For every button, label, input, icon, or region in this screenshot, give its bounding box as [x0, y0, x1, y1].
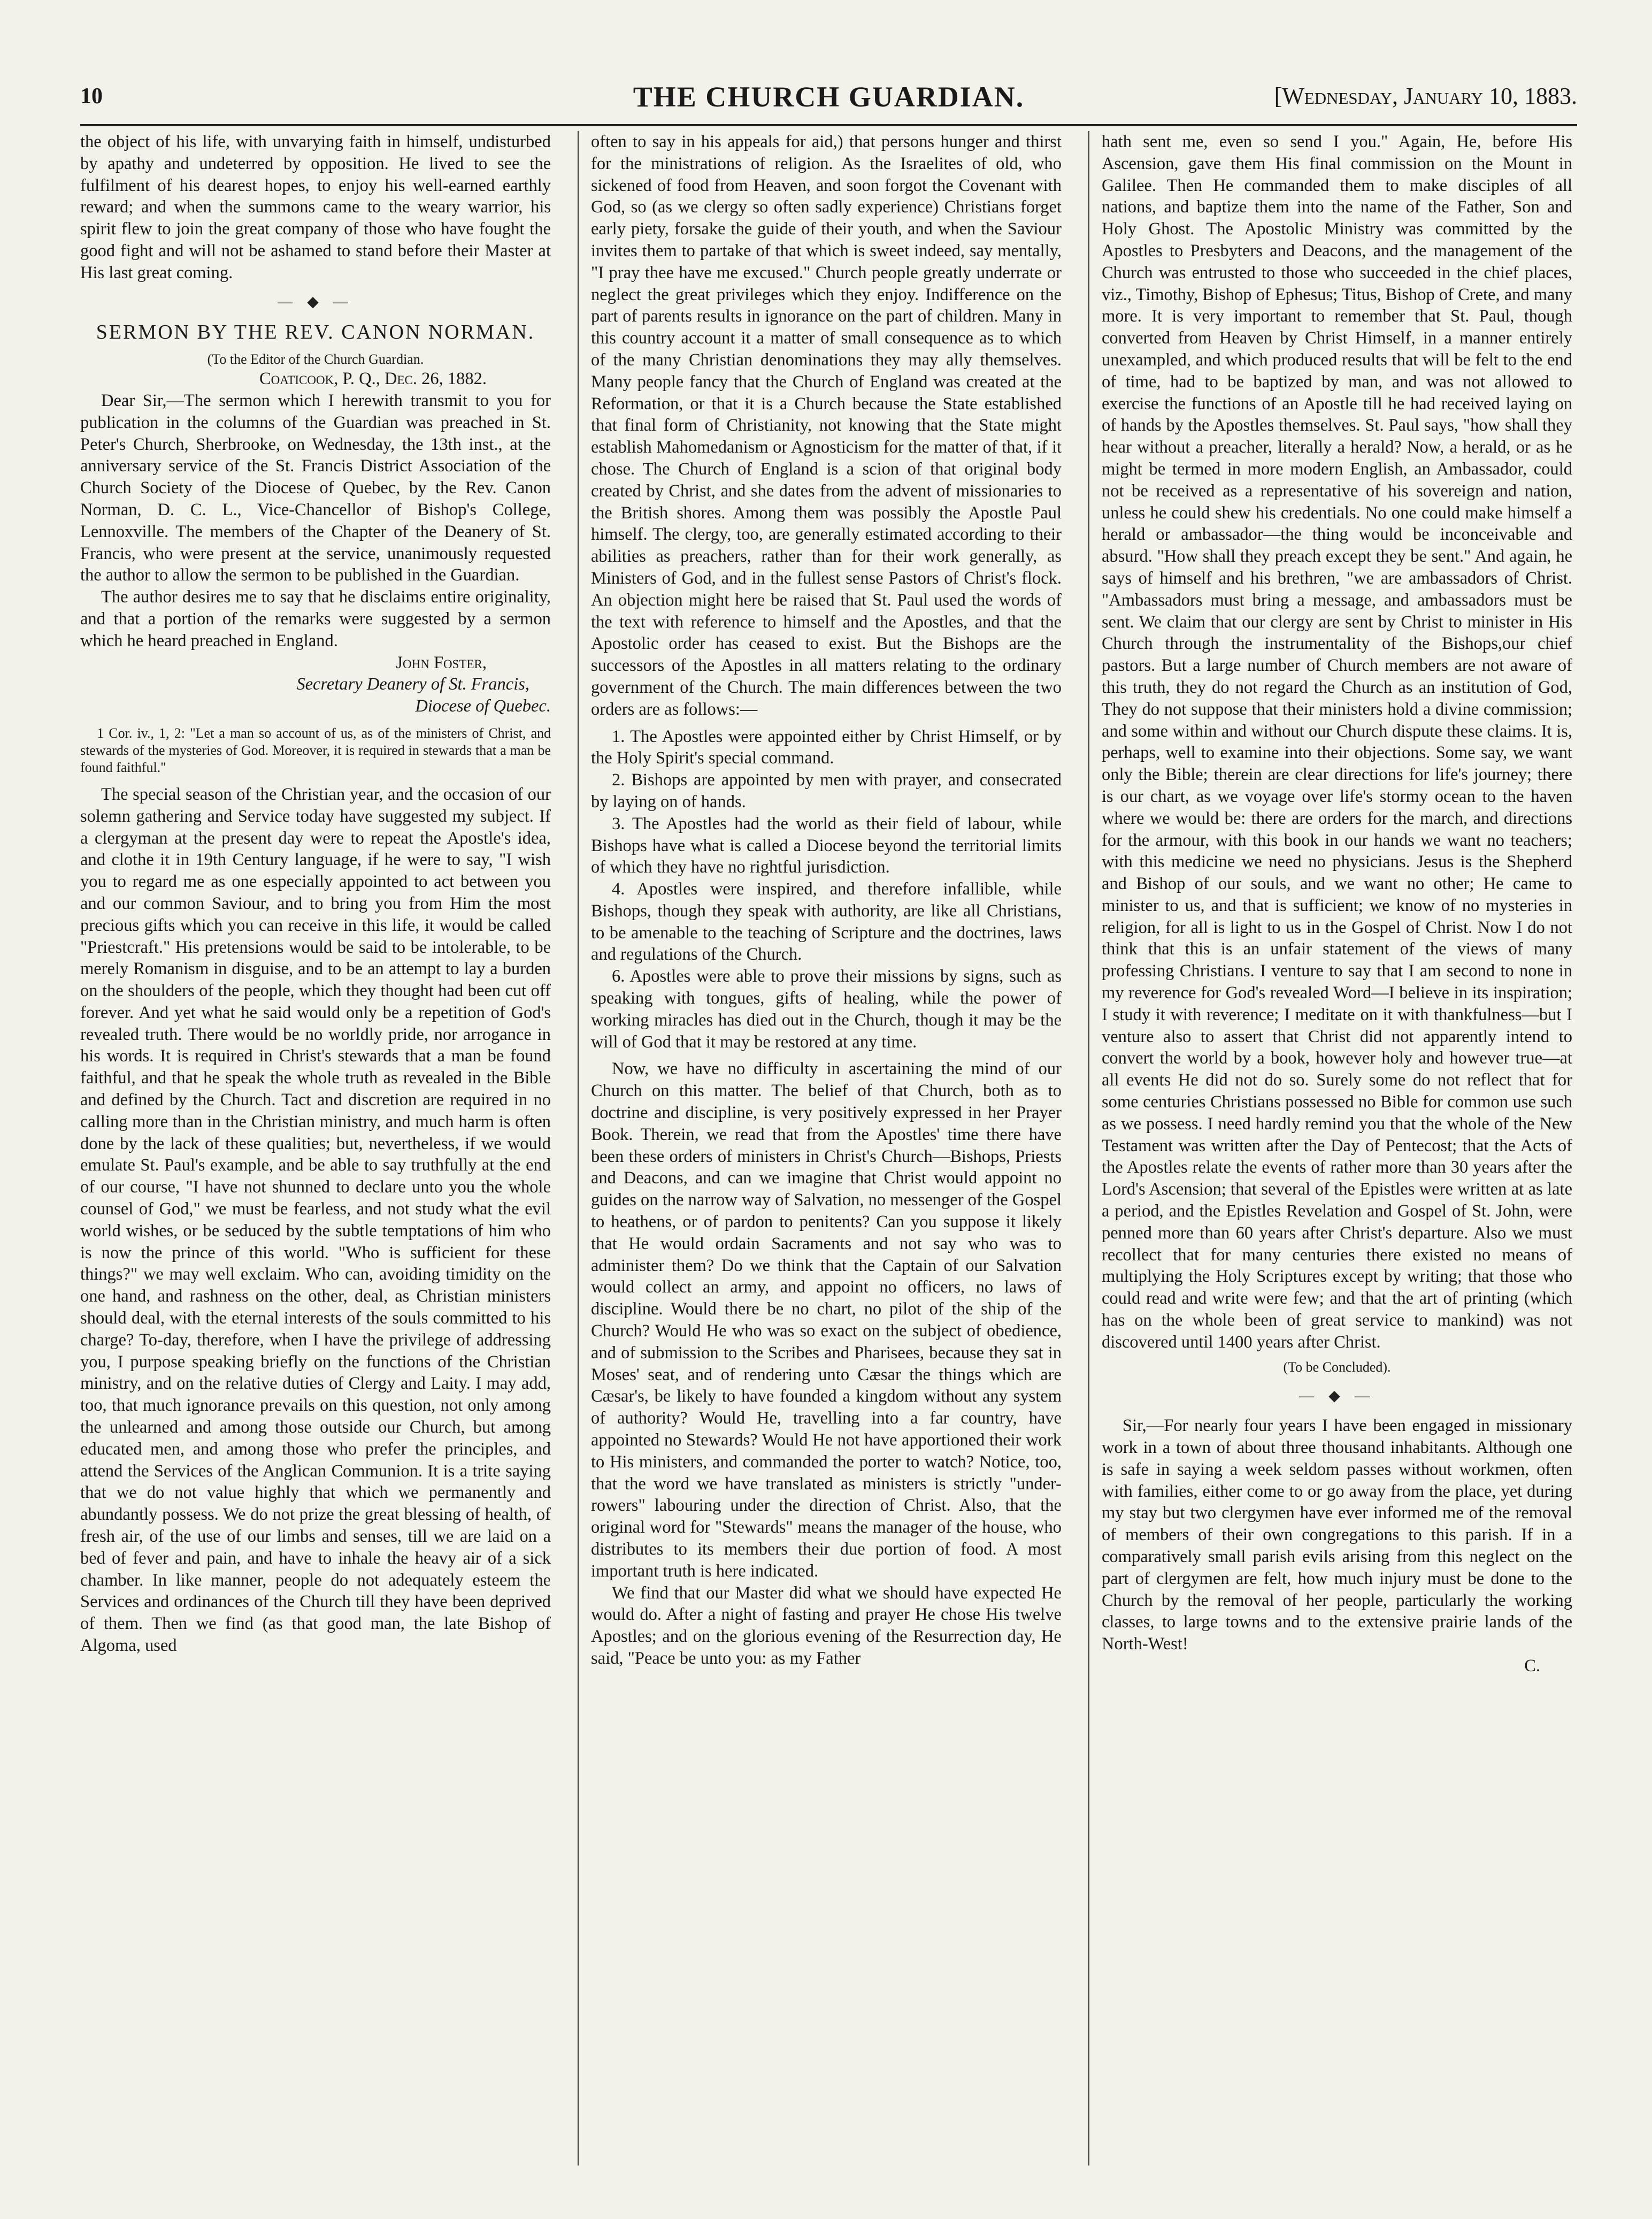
column-divider: [1088, 131, 1089, 2166]
list-item: 1. The Apostles were appointed either by Christ Himself, or by the Holy Spirit's special command.: [591, 726, 1062, 768]
column-divider: [578, 131, 579, 2166]
section-divider: — ◆ —: [1299, 1388, 1375, 1405]
sermon-paragraph: We find that our Master did what we should have expected He would do. After a night of fasting and prayer He chose His twelve Apostles; and on the glorious evening of the Resurrection day, He said, "Peace be unto you: as my Father: [591, 1583, 1062, 1668]
scripture-text: 1 Cor. iv., 1, 2: "Let a man so account of us, as of the ministers of Christ, and stewards of the mysteries of God. Moreover, it is required in stewards that a man be found faithful.": [80, 725, 551, 775]
sermon-heading: SERMON BY THE REV. CANON NORMAN.: [96, 321, 535, 344]
list-item: 2. Bishops are appointed by men with prayer, and consecrated by laying on of hands.: [591, 770, 1062, 812]
differences-list: [591, 726, 1062, 1053]
letter-to-editor-line: (To the Editor of the Church Guardian.: [207, 351, 424, 368]
sermon-paragraph: often to say in his appeals for aid,) that persons hunger and thirst for the ministrations of religion. As the Israelites of old, who sickened of food from Heaven, and soon forgot the Covenant with God, so (as we clergy so often sadly experience) Christians forget early piety, forsake the guide of their youth, and when the Saviour invites them to partake of that which is sweet indeed, say mentally, "I pray thee have me excused." Church people greatly underrate or neglect the great privileges which they enjoy. Indifference on the part of parents results in ignorance on the part of children. Many in this country account it a matter of small consequence as to which of the many Christian denominations they may ally themselves. Many people fancy that the Church of England was created at the Reformation, or that it is a Church because the State established that final form of Christianity, not knowing that the State might establish Mahomedanism or Agnosticism for the matter of that, if it chose. The Church of England is a scion of that original body created by Christ, and she dates from the advent of missionaries to the British shores. Among them was possibly the Apostle Paul himself. The clergy, too, are generally estimated according to their abilities as preachers, rather than for their work generally, as Ministers of God, and in the fullest sense Pastors of Christ's flock. An objection might here be raised that St. Paul used the words of the text with reference to himself and the Apostles, and that the Apostolic order has ceased to exist. But the Bishops are the successors of the Apostles in all matters relating to the ordinary government of the Church. The main differences between the two orders are as follows:—: [591, 132, 1062, 719]
list-item: 4. Apostles were inspired, and therefore infallible, while Bishops, though they speak with authority, are like all Christians, to be amenable to the teaching of Scripture and the doctrines, laws and regulations of the Church.: [591, 879, 1062, 965]
sermon-paragraph: The special season of the Christian year, and the occasion of our solemn gathering and Service today have suggested my subject. If a clergyman at the present day were to repeat the Apostle's idea, and clothe it in 19th Century language, if he were to say, "I wish you to regard me as one especially appointed to act between you and our common Saviour, and to bring you from Him the most precious gifts which you can receive in this life, it would be called "Priestcraft." His pretensions would be said to be intolerable, to be merely Romanism in disguise, and to be an attempt to lay a burden on the shoulders of the people, which they thought had been cut off forever. And yet what he said would only be a repetition of God's revealed truth. There would be no worldly pride, nor arrogance in his words. It is required in Christ's stewards that a man be found faithful, and that he speak the whole truth as revealed in the Bible and defined by the Church. Tact and discretion are required in no calling more than in the Christian ministry, and much harm is often done by the lack of these qualities; but, nevertheless, if we would emulate St. Paul's example, and be able to say truthfully at the end of our course, "I have not shunned to declare unto you the whole counsel of God," we must be fearless, and not study what the evil world wishes, or be seduced by the subtle temptations of him who is now the prince of this world. "Who is sufficient for these things?" we may well exclaim. Who can, avoiding timidity on the one hand, and rashness on the other, deal, as Christian ministers should deal, with the eternal interests of the souls committed to his charge? To-day, therefore, when I have the privilege of addressing you, I purpose speaking briefly on the functions of the Christian ministry, and on the relative duties of Clergy and Laity. I may add, too, that much ignorance prevails on this question, not only among the unlearned and among those outside our Church, but among educated men, and among those who prefer the principles, and attend the Services of the Anglican Communion. It is a trite saying that we do not value highly that which we permanently and abundantly possess. We do not prize the great blessing of health, of fresh air, of the use of our limbs and senses, till we are laid on a bed of fever and pain, and have to inhale the heavy air of a sick chamber. In like manner, people do not adequately esteem the Services and ordinances of the Church till they have been deprived of them. Then we find (as that good man, the late Bishop of Algoma, used: [80, 784, 551, 1655]
signature-title: Secretary Deanery of St. Francis,: [296, 675, 529, 694]
signature-diocese: Diocese of Quebec.: [415, 697, 551, 716]
letter-paragraph: Sir,—For nearly four years I have been engaged in missionary work in a town of about three thousand inhabitants. Although one is safe in saying a week seldom passes without workmen, often with families, either come to or go away from the place, yet during my stay but two clergymen have ever informed me of the removal of members of their own congregations to this parish. If in a comparatively small parish evils arising from this neglect on the part of clergymen are felt, how much injury must be done to the Church by the removal of her people, particularly the working classes, to large towns and to the extensive prairie lands of the North-West!: [1102, 1416, 1572, 1654]
issue-date: [Wednesday, January 10, 1883.: [1274, 83, 1577, 109]
column-2: [591, 131, 1062, 2171]
masthead-rule: [80, 124, 1577, 126]
masthead: [80, 80, 1577, 123]
sermon-paragraph: Now, we have no difficulty in ascertaining the mind of our Church on this matter. The belief of that Church, both as to doctrine and discipline, is very positively expressed in her Prayer Book. Therein, we read that from the Apostles' time there have been these orders of ministers in Christ's Church—Bishops, Priests and Deacons, and can we imagine that Christ would appoint no guides on the narrow way of Salvation, no messenger of the Gospel to heathens, or of pardon to penitents? Can you suppose it likely that He would ordain Sacraments and not say who was to administer them? Do we think that the Captain of our Salvation would collect an army, and appoint no officers, no laws of discipline. Would there be no chart, no pilot of the ship of the Church? Would He who was so exact on the subject of obedience, and of submission to the Scribes and Pharisees, because they sat in Moses' seat, and of rendering unto Cæsar the things which are Cæsar's, be likely to have founded a kingdom without any system of authority? Would He, travelling into a far country, have appointed no Stewards? Would He not have apportioned their work to His ministers, and commanded the porter to watch? Notice, too, that the word we have translated as ministers is strictly "under-rowers" labouring under the direction of Christ. Also, that the original word for "Stewards" means the manager of the house, who distributes to its members their due portion of food. A most important truth is here indicated.: [591, 1059, 1062, 1581]
page-number: 10: [80, 84, 103, 109]
section-divider: — ◆ —: [278, 293, 354, 310]
signature-name: John Foster,: [396, 653, 487, 672]
letter-signoff: C.: [1524, 1656, 1540, 1675]
column-1: [80, 131, 551, 2171]
obituary-ending: the object of his life, with unvarying faith in himself, undisturbed by apathy and undeterred by opposition. He lived to see the fulfilment of his dearest hopes, to enjoy his well-earned earthly reward; and when the summons came to the weary warrior, his spirit flew to join the great company of those who have fought the good fight and will not be ashamed to stand before their Master at His last great coming.: [80, 132, 551, 282]
to-be-concluded: (To be Concluded).: [1283, 1359, 1391, 1375]
sermon-paragraph: hath sent me, even so send I you." Again, He, before His Ascension, gave them His final commission on the Mount in Galilee. Then He commanded them to make disciples of all nations, and baptize them into the name of the Father, Son and Holy Ghost. The Apostolic Ministry was committed by the Apostles to Presbyters and Deacons, and the management of the Church was entrusted to those who succeeded in the chief places, viz., Timothy, Bishop of Ephesus; Titus, Bishop of Crete, and many more. It is very important to remember that St. Paul, though converted from Heaven by Christ Himself, in a manner entirely unexampled, and which produced results that will be felt to the end of time, had to be baptized by man, and was not allowed to exercise the functions of an Apostle till he had received laying on of hands by the Apostles themselves. St. Paul says, "how shall they hear without a preacher, literally a herald? Now, a herald, or as he might be termed in more modern English, an Ambassador, could not be received as a representative of his sovereign and nation, unless he could shew his credentials. No one could make himself a herald or ambassador—the thing would be inconceivable and absurd. "How shall they preach except they be sent." And again, he says of himself and his brethren, "we are ambassadors of Christ. "Ambassadors must bring a message, and ambassadors must be sent. We claim that our clergy are sent by Christ to minister in His Church through the instrumentality of the Bishops,our chief pastors. But a large number of Church members are not aware of this truth, they do not regard the Church as an institution of God, They do not suppose that their ministers hold a divine commission; and some within and without our Church dispute these claims. It is, perhaps, well to examine into their objections. Some say, we want only the Bible; therein are clear directions for life's journey; there is our chart, as we voyage over life's stormy ocean to the haven where we would be: there are orders for the march, and directions for the armour, with this book in our hands we want no teachers; with this medicine we need no physicians. Jesus is the Shepherd and Bishop of our souls, and we want no other; He came to minister to us, and that is sufficient; we know of no mysteries in religion, for all is light to us in the Gospel of Christ. Now I do not think that this is an unfair statement of the views of many professing Christians. I venture to say that I am second to none in my reverence for God's revealed Word—I believe in its inspiration; I study it with reverence; I meditate on it with thankfulness—but I venture also to assert that Christ did not apparently intend to convert the world by a book, however holy and however true—at all events He did not do so. Surely some do not reflect that for some centuries Christians possessed no Bible for common use such as we possess. I need hardly remind you that the whole of the New Testament was written after the Day of Pentecost; that the Acts of the Apostles relate the events of rather more than 30 years after the Lord's Ascension; that several of the Epistles were written at as late a period, and the Epistles Revelation and Gospel of St. John, were penned more than 60 years after Christ's departure. Also we must recollect that for many centuries there existed no means of multiplying the Holy Scriptures except by writing; that those who could read and write were few; and that the art of printing (which has on the whole been of great service to mankind) was not discovered until 1400 years after Christ.: [1102, 132, 1572, 1352]
list-item: 3. The Apostles had the world as their field of labour, while Bishops have what is called a Diocese beyond the territorial limits of which they have no rightful jurisdiction.: [591, 814, 1062, 877]
letter-body-2: The author desires me to say that he disclaims entire originality, and that a portion of the remarks were suggested by a sermon which he heard preached in England.: [80, 587, 551, 651]
letter-body: Dear Sir,—The sermon which I herewith transmit to you for publication in the columns of the Guardian was preached in St. Peter's Church, Sherbrooke, on Wednesday, the 13th inst., at the anniversary service of the St. Francis District Association of the Church Society of the Diocese of Quebec, by the Rev. Canon Norman, D. C. L., Vice-Chancellor of Bishop's College, Lennoxville. The members of the Chapter of the Deanery of St. Francis, who were present at the service, unanimously requested the author to allow the sermon to be published in the Guardian.: [80, 391, 551, 585]
list-item: 6. Apostles were able to prove their missions by signs, such as speaking with tongues, gifts of healing, while the power of working miracles has died out in the Church, though it may be the will of God that it may be restored at any time.: [591, 967, 1062, 1052]
newspaper-title: THE CHURCH GUARDIAN.: [633, 81, 1025, 113]
column-3: [1102, 131, 1572, 2171]
letter-dateline: Coaticook, P. Q., Dec. 26, 1882.: [259, 369, 487, 389]
